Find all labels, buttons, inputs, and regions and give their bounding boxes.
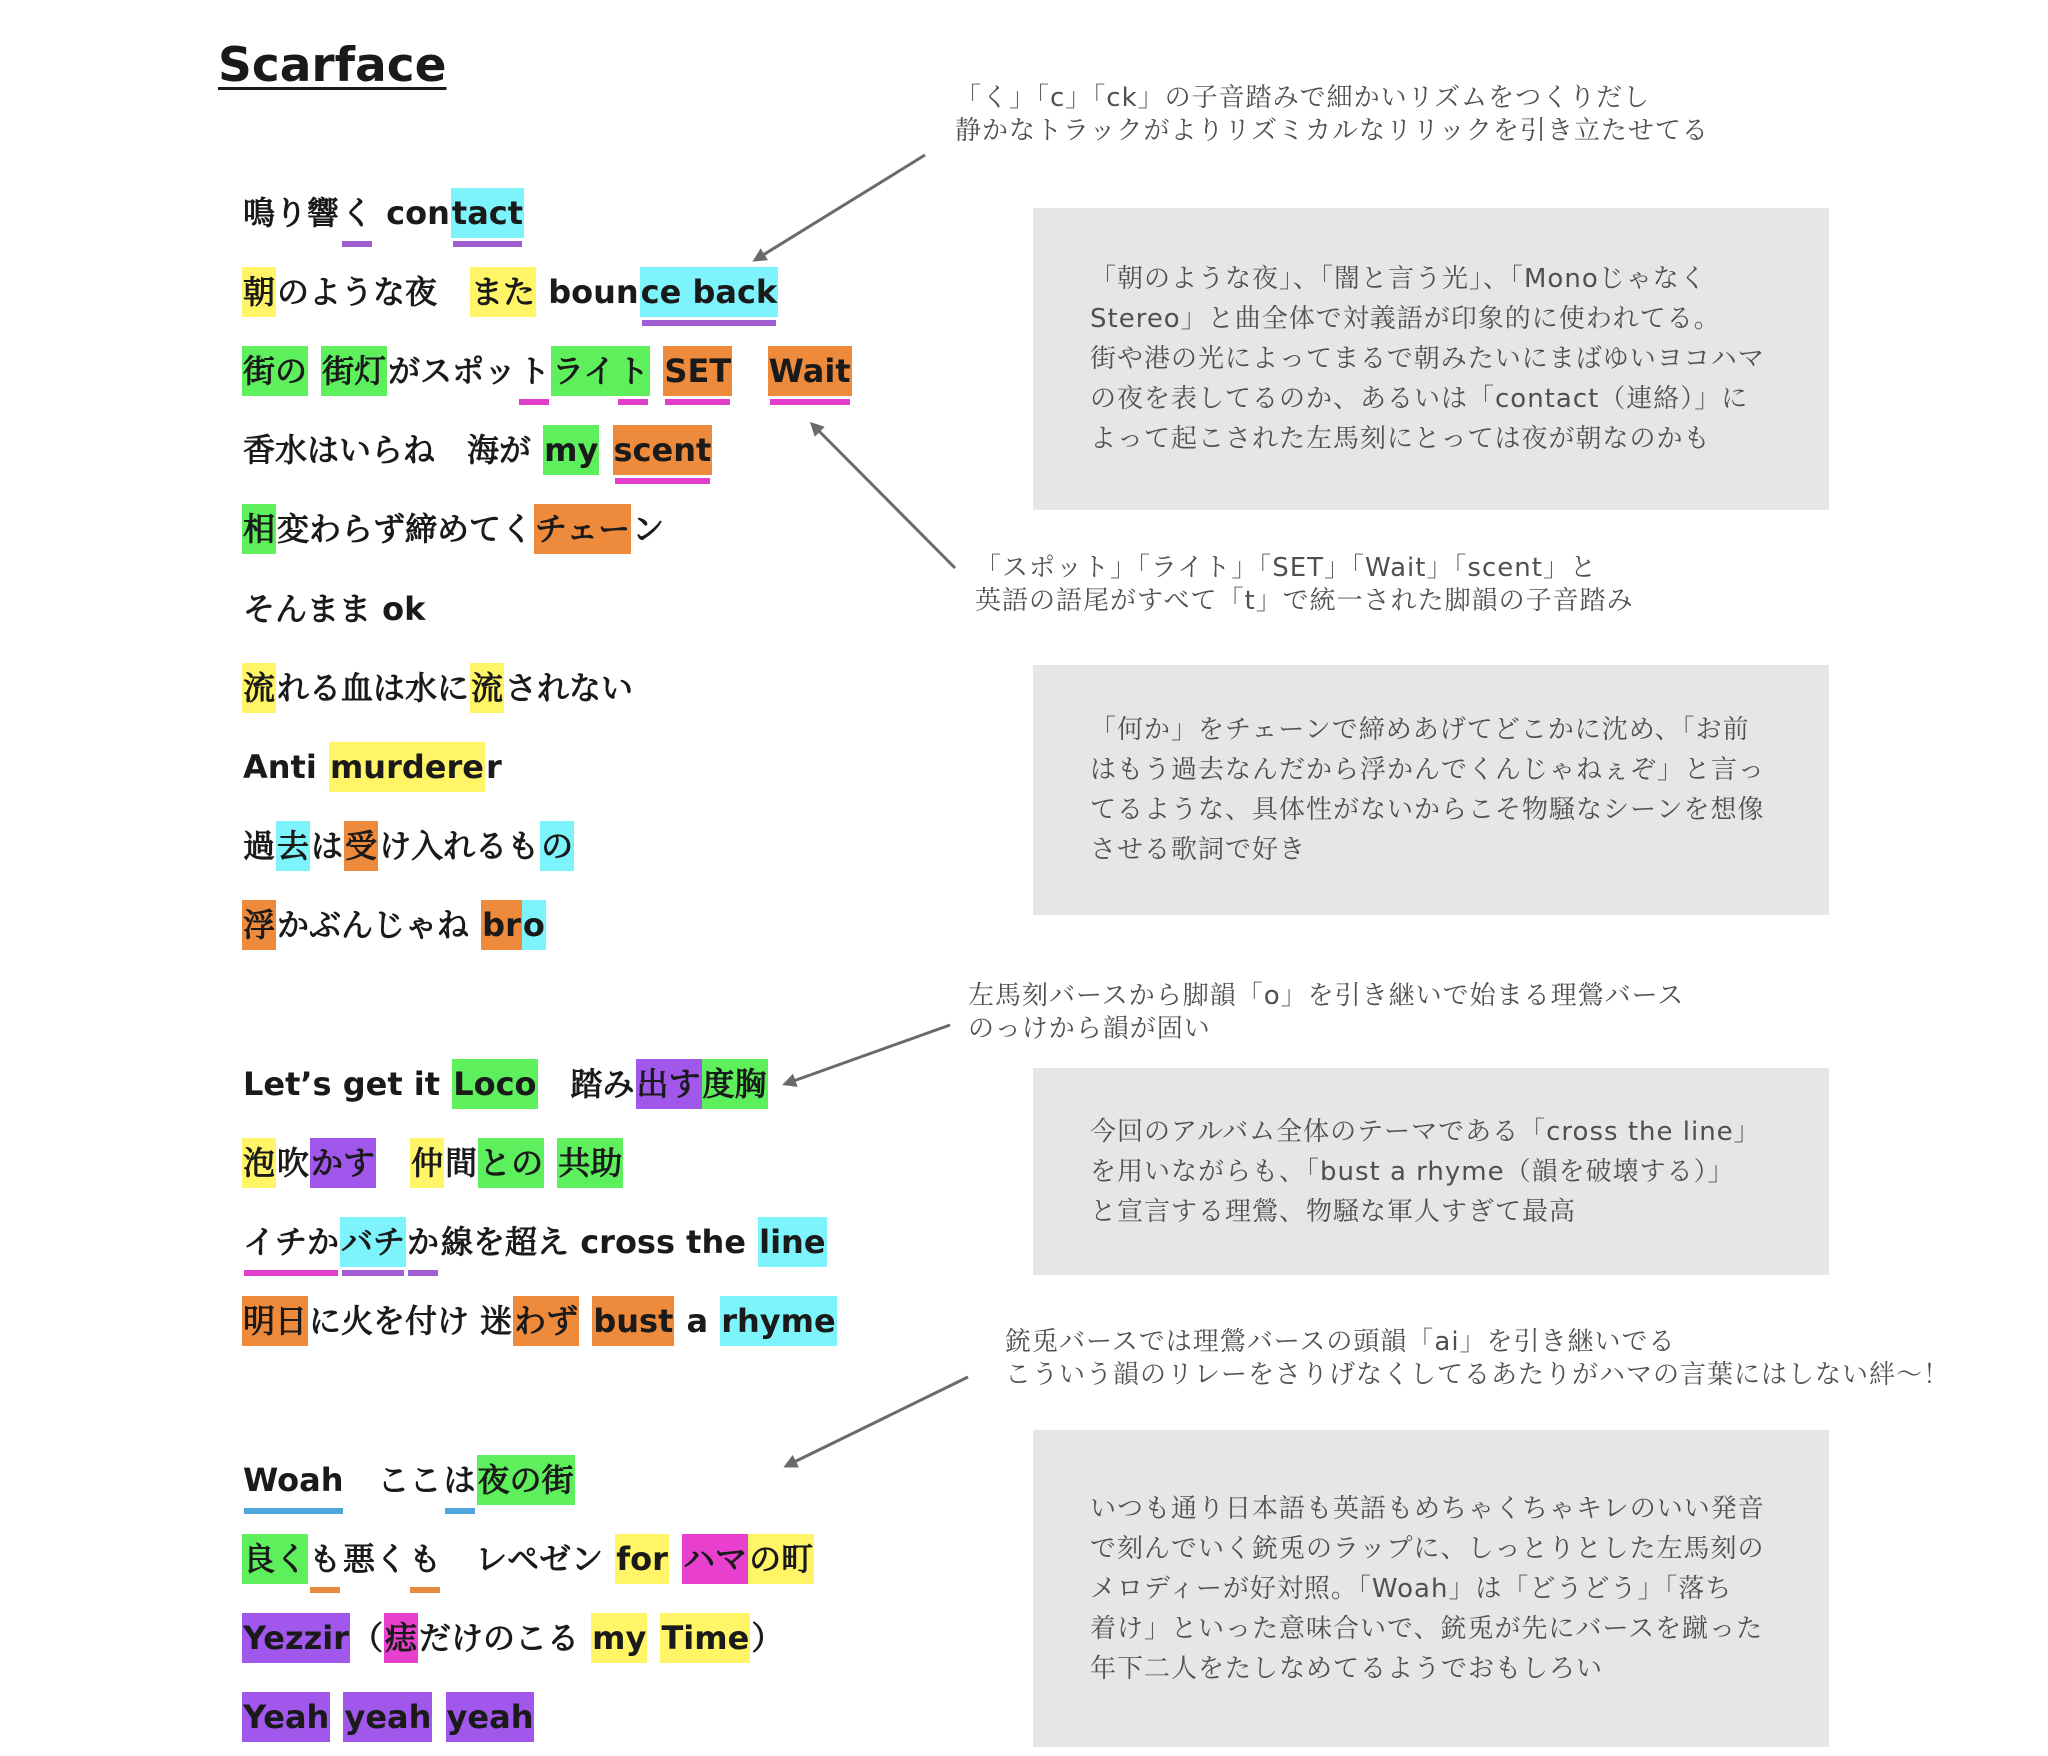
lyric-text: ここ <box>345 1461 442 1499</box>
highlighted-text: line <box>758 1217 826 1267</box>
highlighted-text: br <box>481 900 522 950</box>
lyric-text: Let’s get it <box>243 1065 452 1103</box>
highlighted-text: わず <box>513 1296 579 1346</box>
lyric-text: レペゼン <box>443 1540 615 1578</box>
comment-line: させる歌詞で好き <box>1090 835 1307 865</box>
highlighted-text: との <box>478 1138 544 1188</box>
comment-line: 街や港の光によってまるで朝みたいにまばゆいヨコハマ <box>1090 344 1765 374</box>
highlighted-text: 去 <box>276 821 310 871</box>
lyric-text: そんまま ok <box>243 590 426 628</box>
comment-line: てるような、具体性がないからこそ物騒なシーンを想像 <box>1090 795 1765 825</box>
highlighted-text: 出す <box>636 1059 702 1109</box>
note-line: こういう韻のリレーをさりげなくしてるあたりがハマの言葉にはしない絆〜！ <box>1005 1360 1951 1390</box>
lyric-text: も <box>408 1534 442 1584</box>
note-line: 左馬刻バースから脚韻「o」を引き継いで始まる理鶯バース <box>968 981 1685 1011</box>
lyric-text: がスポッ <box>388 352 517 390</box>
highlighted-text: 夜の街 <box>477 1455 575 1505</box>
comment-line: 今回のアルバム全体のテーマである「cross the line」 <box>1090 1116 1761 1147</box>
note-line: のっけから韻が固い <box>968 1014 1211 1044</box>
highlighted-text: bust <box>592 1296 674 1346</box>
highlighted-text: 明日 <box>242 1296 308 1346</box>
lyric-text: 変わらず締めてく <box>277 510 534 548</box>
highlighted-text: Yezzir <box>242 1613 350 1663</box>
highlighted-text: また <box>470 267 536 317</box>
highlighted-text: rhyme <box>720 1296 836 1346</box>
highlighted-text: Yeah <box>242 1692 330 1742</box>
lyric-text: 過 <box>243 827 276 865</box>
highlighted-text: tact <box>451 188 524 238</box>
highlighted-text: Time <box>660 1613 750 1663</box>
highlighted-text: 良く <box>242 1534 308 1584</box>
lyric-text: 踏み <box>538 1065 635 1103</box>
note-line: 「く」「c」「ck」の子音踏みで細かいリズムをつくりだし <box>955 83 1651 113</box>
highlighted-text: murdere <box>329 742 485 792</box>
comment-line: で刻んでいく銃兎のラップに、しっとりとした左馬刻の <box>1090 1533 1765 1564</box>
highlighted-text: my <box>591 1613 647 1663</box>
arrow-to-scent <box>812 424 955 568</box>
highlighted-text: 朝 <box>242 267 276 317</box>
lyric-text: は <box>443 1455 477 1505</box>
comment-line: を用いながらも、「bust a rhyme（韻を破壊する）」 <box>1090 1156 1735 1187</box>
lyric-text: かぶんじゃね <box>277 906 481 944</box>
comment-line: の夜を表してるのか、あるいは「contact（連絡）」に <box>1090 384 1749 414</box>
lyric-text: 線を超え cross the <box>441 1223 758 1261</box>
comment-line: いつも通り日本語も英語もめちゃくちゃキレのいい発音 <box>1090 1493 1765 1524</box>
lyric-text: のような夜 <box>277 273 470 311</box>
lyric-text: イチか <box>242 1217 340 1267</box>
comment-line: と宣言する理鶯、物騒な軍人すぎて最高 <box>1090 1196 1577 1227</box>
comment-line: 「朝のような夜」、「闇と言う光」、「Monoじゃなく <box>1090 264 1707 294</box>
highlighted-text: 仲 <box>410 1138 444 1188</box>
lyric-text: け入れるも <box>379 827 540 865</box>
lyric-text: ン <box>632 510 665 548</box>
highlighted-text: 痣 <box>384 1613 418 1663</box>
lyric-text: ト <box>517 346 551 396</box>
highlighted-text: の町 <box>748 1534 814 1584</box>
note-line: 「スポット」「ライト」「SET」「Wait」「scent」と <box>975 553 1597 583</box>
lyric-text: con <box>375 194 450 232</box>
comment-line: はもう過去なんだから浮かんでくんじゃねぇぞ」と言っ <box>1090 755 1766 785</box>
lyric-text: か <box>406 1217 440 1267</box>
highlighted-text: 度胸 <box>702 1059 768 1109</box>
highlighted-text: 浮 <box>242 900 276 950</box>
lyric-text: Woah <box>242 1455 345 1505</box>
comment-line: メロディーが好対照。「Woah」は「どうどう」「落ち <box>1090 1573 1733 1604</box>
lyric-text: も <box>308 1534 342 1584</box>
highlighted-text: 街灯 <box>321 346 387 396</box>
highlighted-text: my <box>543 425 599 475</box>
page-title: Scarface <box>218 38 447 93</box>
highlighted-text: 相 <box>242 504 276 554</box>
highlighted-text: 街の <box>242 346 308 396</box>
highlighted-text: ハマ <box>682 1534 748 1584</box>
comment-line: Stereo」と曲全体で対義語が印象的に使われてる。 <box>1090 304 1721 334</box>
comment-line: よって起こされた左馬刻にとっては夜が朝なのかも <box>1090 424 1711 454</box>
arrow-to-loco-line <box>785 1025 950 1084</box>
note-line: 英語の語尾がすべて「t」で統一された脚韻の子音踏み <box>975 586 1634 616</box>
lyric-text: boun <box>537 273 639 311</box>
lyric-text: （ <box>350 1619 383 1657</box>
lyric-text: a <box>675 1302 720 1340</box>
highlighted-text: 泡 <box>242 1138 276 1188</box>
highlighted-text: SET <box>663 346 732 396</box>
lyric-text: れる血は水に <box>277 669 470 707</box>
lyric-text: r <box>485 748 502 786</box>
highlighted-text: チェー <box>534 504 631 554</box>
highlighted-text: ライ <box>551 346 616 396</box>
highlighted-text: ce back <box>640 267 779 317</box>
comment-line: 「何か」をチェーンで締めあげてどこかに沈め、「お前 <box>1090 715 1750 745</box>
lyric-text: く <box>340 188 374 238</box>
highlighted-text: バチ <box>340 1217 406 1267</box>
lyric-text: は <box>311 827 344 865</box>
lyric-text: されない <box>505 669 634 707</box>
highlighted-text: 共助 <box>557 1138 623 1188</box>
highlighted-text: yeah <box>446 1692 535 1742</box>
highlighted-text: for <box>615 1534 669 1584</box>
note-line: 静かなトラックがよりリズミカルなリリックを引き立たせてる <box>955 116 1709 146</box>
note-line: 銃兎バースでは理鶯バースの頭韻「ai」を引き継いでる <box>1005 1327 1676 1357</box>
highlighted-text: 受 <box>344 821 378 871</box>
highlighted-text: 流 <box>242 663 276 713</box>
arrow-to-woah-line <box>786 1377 968 1466</box>
lyric-text: Anti <box>243 748 328 786</box>
arrow-to-bounce-back <box>755 155 925 260</box>
highlighted-text: yeah <box>343 1692 432 1742</box>
lyric-text: に火を付け 迷 <box>309 1302 513 1340</box>
lyric-text: 鳴り響 <box>243 194 340 232</box>
highlighted-text: かす <box>310 1138 376 1188</box>
lyric-text: だけのこる <box>418 1619 591 1657</box>
lyric-text: 香水はいらね 海が <box>243 431 543 469</box>
highlighted-text: Wait <box>768 346 852 396</box>
highlighted-text: の <box>540 821 574 871</box>
lyric-text: 吹 <box>277 1144 310 1182</box>
highlighted-text: 流 <box>470 663 504 713</box>
highlighted-text: scent <box>613 425 713 475</box>
highlighted-text: Loco <box>452 1059 537 1109</box>
comment-line: 年下二人をたしなめてるようでおもしろい <box>1090 1653 1604 1684</box>
highlighted-text: o <box>522 900 546 950</box>
lyric-text: 間 <box>445 1144 478 1182</box>
highlighted-text: ト <box>616 346 650 396</box>
comment-line: 着け」といった意味合いで、銃兎が先にバースを蹴った <box>1090 1613 1764 1644</box>
lyric-text: ） <box>751 1619 784 1657</box>
lyric-text: 悪く <box>343 1540 408 1578</box>
